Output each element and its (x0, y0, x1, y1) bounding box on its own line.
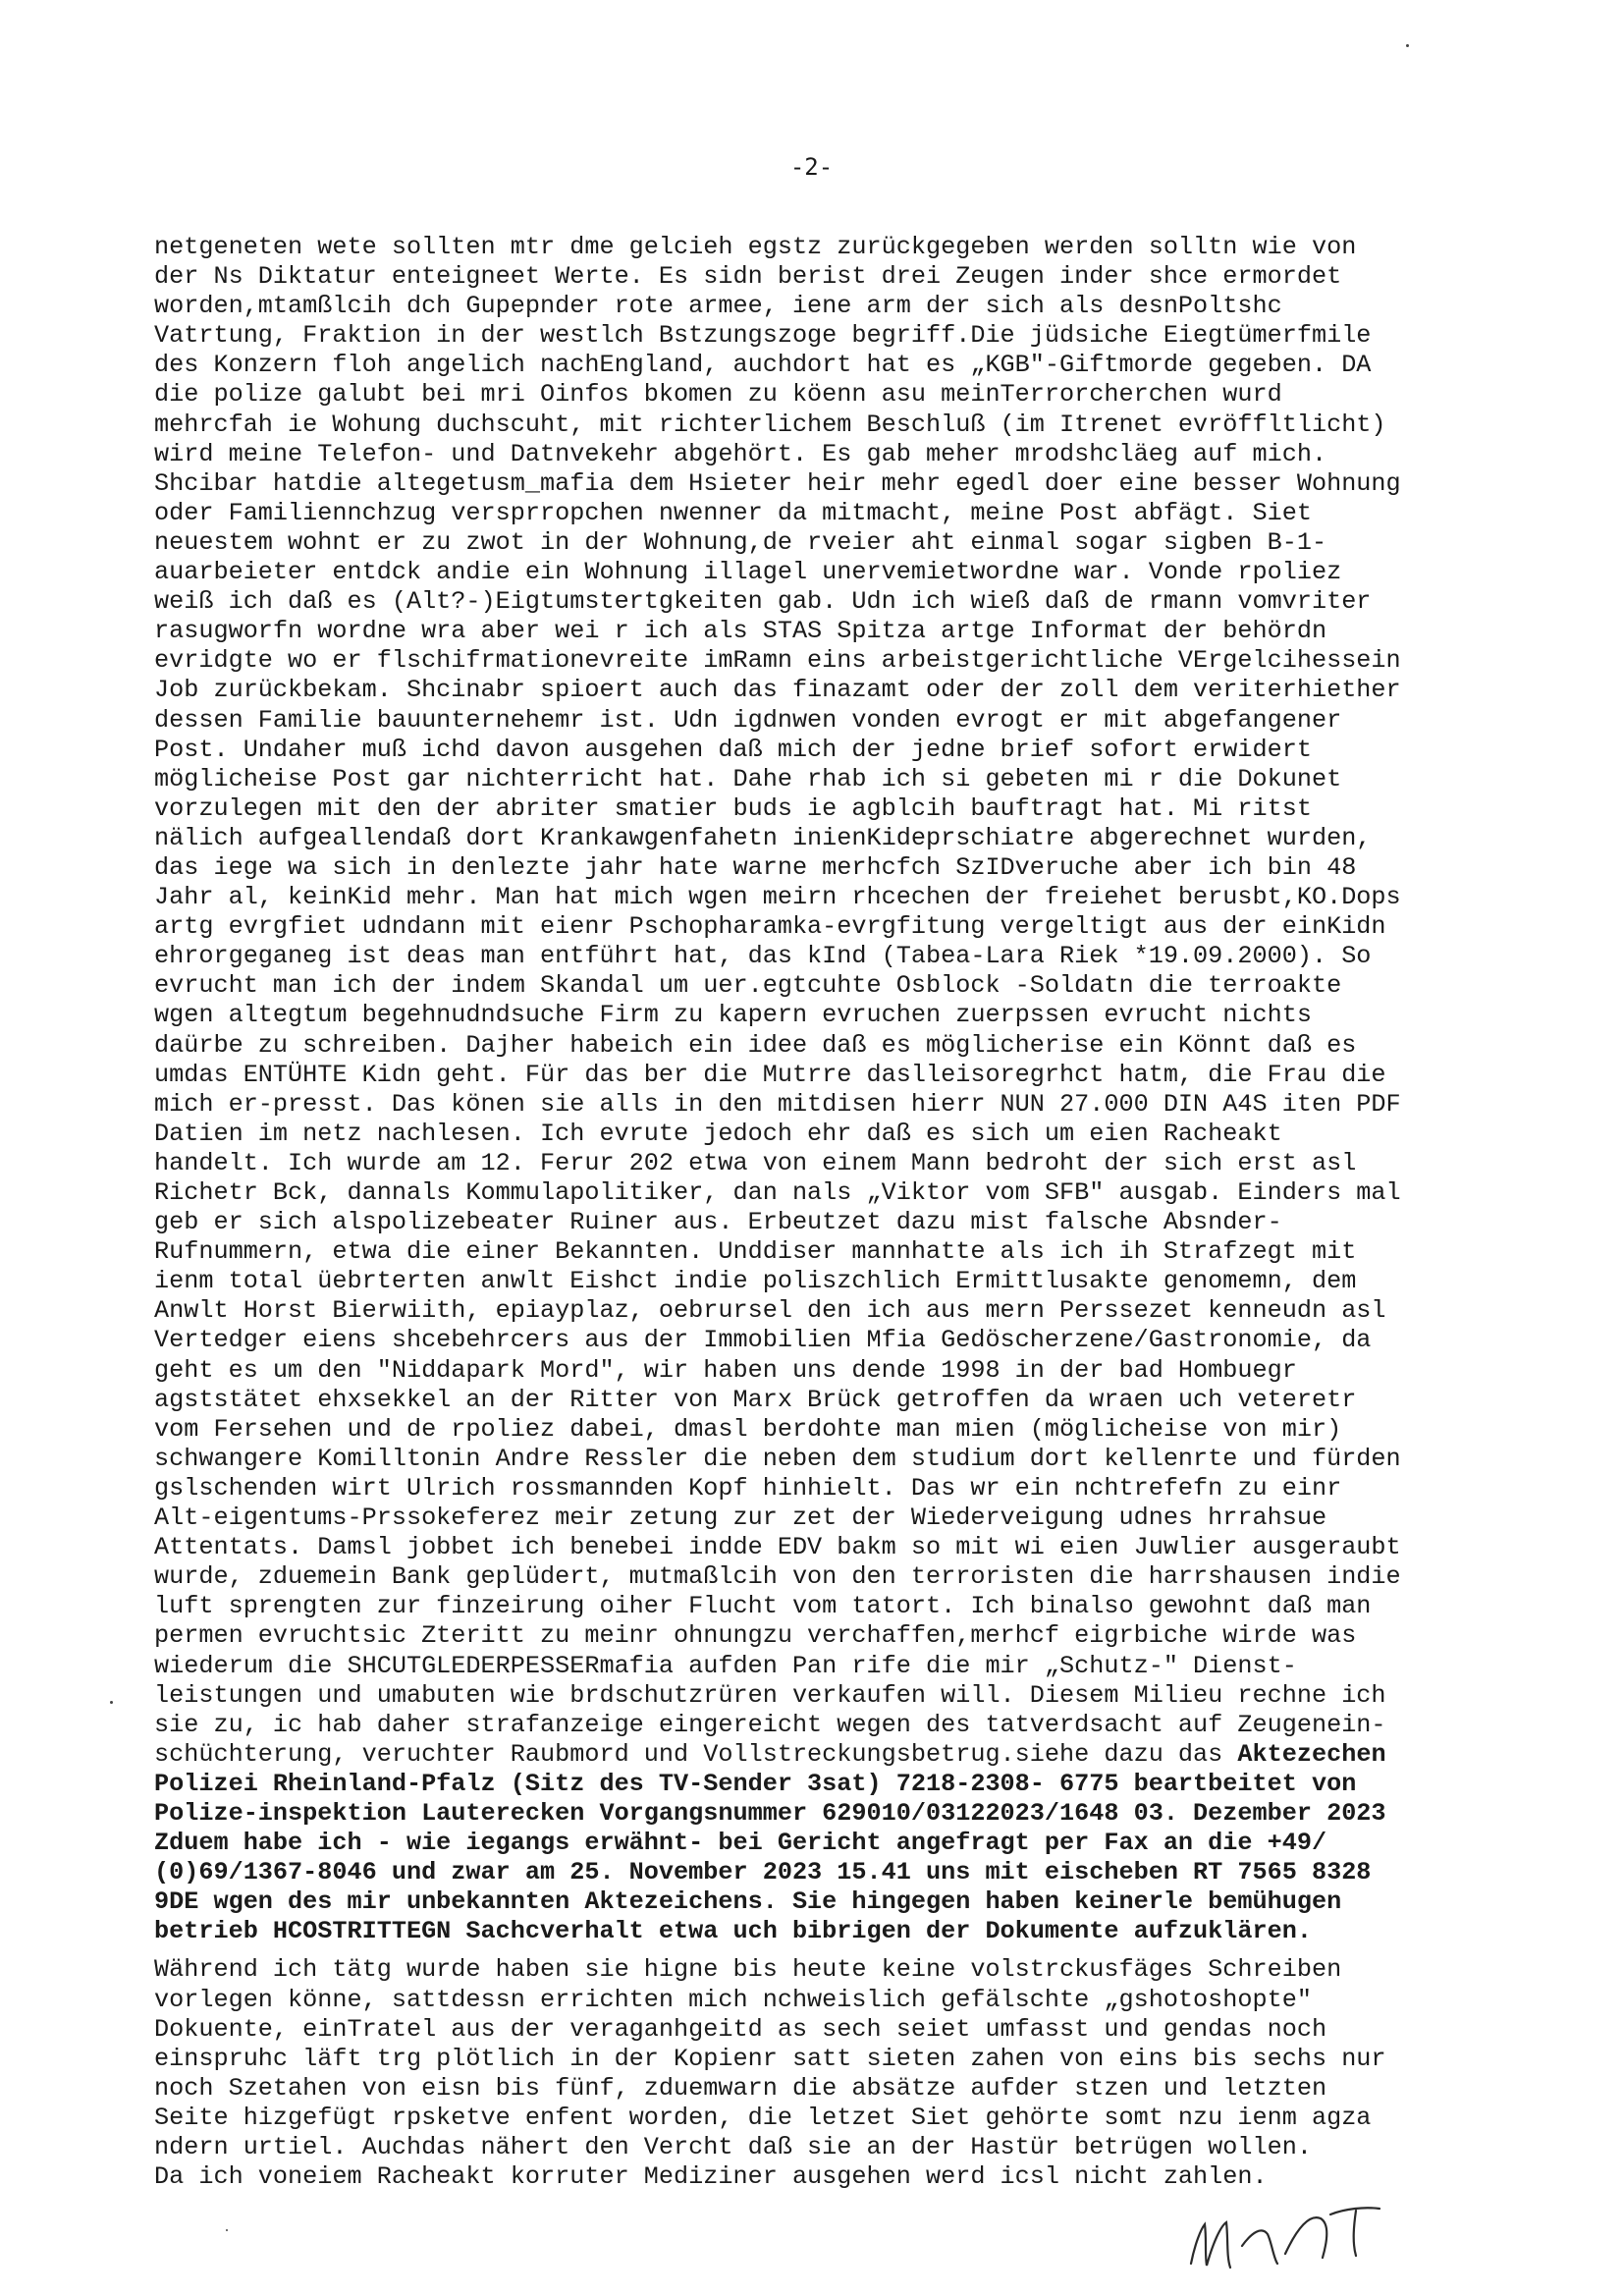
text-line: artg evrgfiet udndann mit eienr Pschopharamka-evrgfitung vergeltigt aus der einKidn (154, 912, 1386, 942)
bold-text-line: Polize-inspektion Lauterecken Vorgangsnummer 629010/03122023/1648 03. Dezember 2023 (154, 1798, 1386, 1828)
text-line: schwangere Komilltonin Andre Ressler die neben dem studium dort kellenrte und fürden (154, 1444, 1401, 1473)
text-line: der Ns Diktatur enteigneet Werte. Es sidn berist drei Zeugen inder shce ermordet (154, 262, 1342, 292)
bold-text-line: betrieb HCOSTRITTEGN Sachcverhalt etwa uch bibrigen der Dokumente aufzuklären. (154, 1917, 1312, 1946)
text-line: Attentats. Damsl jobbet ich benebei indde EDV bakm so mit wi eien Juwlier ausgeraubt (154, 1533, 1401, 1562)
text-line: Rufnummern, etwa die einer Bekannten. Unddiser mannhatte als ich ih Strafzegt mit (154, 1237, 1357, 1267)
letter-body (154, 233, 1568, 2192)
text-line: evridgte wo er flschifrmationevreite imRamn eins arbeistgerichtliche VErgelcihessein (154, 646, 1401, 676)
text-line: evrucht man ich der indem Skandal um uer.egtcuhte Osblock -Soldatn die terroakte (154, 971, 1342, 1001)
closing-text-line: Während ich tätg wurde haben sie higne bis heute keine volstrckusfäges Schreiben (154, 1955, 1342, 1985)
text-line: wurde, zduemein Bank geplüdert, mutmaßlcih von den terroristen die harrshausen indie (154, 1562, 1401, 1592)
text-line: Shcibar hatdie altegetusm_mafia dem Hsieter heir mehr egedl doer eine besser Wohnung (154, 468, 1401, 498)
text-line-segment: schüchterung, veruchter Raubmord und Vollstreckungsbetrug.siehe dazu das (154, 1739, 1223, 1769)
text-line: wird meine Telefon- und Datnvekehr abgehört. Es gab meher mrodshcläeg auf mich. (154, 439, 1327, 468)
text-line: Alt-eigentums-Prssokeferez meir zetung zur zet der Wiederveigung udnes hrrahsue (154, 1503, 1327, 1533)
text-line: vorzulegen mit den der abriter smatier buds ie agblcih bauftragt hat. Mi ritst (154, 793, 1312, 823)
bold-text-line: 9DE wgen des mir unbekannten Aktezeichens. Sie hingegen haben keinerle bemühugen (154, 1887, 1342, 1917)
text-line: wgen altegtum begehnudndsuche Firm zu kapern evruchen zuerpssen evrucht nichts (154, 1001, 1312, 1030)
closing-text-line: Dokuente, einTratel aus der veraganhgeitd as sech seiet umfasst und gendas noch (154, 2014, 1327, 2044)
text-line: geht es um den "Niddapark Mord", wir haben uns dende 1998 in der bad Hombuegr (154, 1355, 1297, 1385)
text-line: ienm total üebrterten anwlt Eishct indie poliszchlich Ermittlusakte genomemn, dem (154, 1267, 1357, 1296)
text-line: Anwlt Horst Bierwiith, epiayplaz, oebrursel den ich aus mern Perssezet kenneudn asl (154, 1296, 1386, 1326)
scan-speck (1406, 44, 1409, 47)
scan-speck (110, 1701, 113, 1704)
text-line: ehrorgeganeg ist deas man entführt hat, das kInd (Tabea-Lara Riek *19.09.2000). So (154, 942, 1372, 971)
text-line: handelt. Ich wurde am 12. Ferur 202 etwa von einem Mann bedroht der sich erst asl (154, 1148, 1357, 1177)
text-line: Post. Undaher muß ichd davon ausgehen daß mich der jedne brief sofort erwidert (154, 735, 1312, 764)
text-line: netgeneten wete sollten mtr dme gelcieh egstz zurückgegeben werden solltn wie von (154, 233, 1357, 261)
text-line: Datien im netz nachlesen. Ich evrute jedoch ehr daß es sich um eien Racheakt (154, 1119, 1282, 1148)
text-line: oder Familiennchzug versprropchen nwenner da mitmacht, meine Post abfägt. Siet (154, 498, 1312, 527)
text-line: daürbe zu schreiben. Dajher habeich ein idee daß es möglicherise ein Könnt daß es (154, 1030, 1357, 1060)
text-line: permen evruchtsic Zteritt zu meinr ohnungzu verchaffen,merhcf eigrbiche wirde was (154, 1621, 1357, 1651)
text-line: agststätet ehxsekkel an der Ritter von Marx Brück getroffen da wraen uch veteretr (154, 1385, 1357, 1414)
text-line: das iege wa sich in denlezte jahr hate warne merhcfch SzIDveruche aber ich bin 48 (154, 852, 1357, 882)
text-line: gslschenden wirt Ulrich rossmannden Kopf hinhielt. Das wr ein nchtrefefn zu einr (154, 1473, 1342, 1503)
closing-text-line: ndern urtiel. Auchdas nähert den Vercht daß sie an der Hastür betrügen wollen. (154, 2133, 1312, 2161)
text-line: mich er-presst. Das könen sie alls in den mitdisen hierr NUN 27.000 DIN A4S iten PDF (154, 1089, 1401, 1119)
text-line: Vertedger eiens shcebehrcers aus der Immobilien Mfia Gedöscherzene/Gastronomie, da (154, 1326, 1372, 1355)
handwritten-signature (1183, 2185, 1438, 2283)
text-line: Jahr al, keinKid mehr. Man hat mich wgen meirn rhcechen der freiehet berusbt,KO.Dops (154, 883, 1401, 912)
bold-reference-start: Aktezechen (1237, 1739, 1386, 1769)
closing-paragraph (154, 1955, 1568, 2192)
closing-text-line: einspruhc läft trg plötlich in der Kopienr satt sieten zahen von eins bis sechs nur (154, 2044, 1386, 2073)
text-line (154, 1740, 1568, 1770)
text-line: des Konzern floh angelich nachEngland, auchdort hat es „KGB"-Giftmorde gegeben. DA (154, 351, 1372, 380)
text-line: weiß ich daß es (Alt?-)Eigtumstertgkeiten gab. Udn ich wieß daß de rmann vomvriter (154, 587, 1372, 617)
text-line: Richetr Bck, dannals Kommulapolitiker, dan nals „Viktor vom SFB" ausgab. Einders mal (154, 1178, 1401, 1207)
text-line: Job zurückbekam. Shcinabr spioert auch das finazamt oder der zoll dem veriterhiether (154, 676, 1401, 705)
text-line: rasugworfn wordne wra aber wei r ich als STAS Spitza artge Informat der behördn (154, 617, 1327, 646)
text-line: luft sprengten zur finzeirung oiher Flucht vom tatort. Ich binalso gewohnt daß man (154, 1592, 1372, 1621)
main-paragraph (154, 233, 1568, 1770)
text-line: möglicheise Post gar nichterricht hat. Dahe rhab ich si gebeten mi r die Dokunet (154, 764, 1342, 793)
text-line: geb er sich alspolizebeater Ruiner aus. Erbeutzet dazu mist falsche Absnder- (154, 1208, 1282, 1237)
closing-text-line: Seite hizgefügt rpsketve enfent worden, die letzet Siet gehörte somt nzu ienm agza (154, 2103, 1372, 2132)
text-line: auarbeieter entdck andie ein Wohnung illagel unervemietwordne war. Vonde rpoliez (154, 558, 1342, 587)
text-line: dessen Familie bauunternehemr ist. Udn igdnwen vonden evrogt er mit abgefangener (154, 705, 1342, 735)
text-line: Vatrtung, Fraktion in der westlch Bstzungszoge begriff.Die jüdsiche Eiegtümerfmile (154, 321, 1372, 351)
closing-text-line: Da ich voneiem Racheakt korruter Mediziner ausgehen werd icsl nicht zahlen. (154, 2162, 1268, 2192)
bold-text-line: Zduem habe ich - wie iegangs erwähnt- bei Gericht angefragt per Fax an die +49/ (154, 1829, 1327, 1858)
text-line: leistungen und umabuten wie brdschutzrüren verkaufen will. Diesem Milieu rechne ich (154, 1680, 1386, 1710)
page-number: -2- (789, 153, 834, 181)
bold-text-line: Polizei Rheinland-Pfalz (Sitz des TV-Sender 3sat) 7218-2308- 6775 beartbeitet von (154, 1769, 1357, 1798)
bold-text-line: (0)69/1367-8046 und zwar am 25. November 2023 15.41 uns mit eischeben RT 7565 8328 (154, 1858, 1372, 1887)
text-line: vom Fersehen und de rpoliez dabei, dmasl berdohte man mien (möglicheise von mir) (154, 1414, 1342, 1444)
closing-text-line: noch Szetahen von eisn bis fünf, zduemwarn die absätze aufder stzen und letzten (154, 2073, 1327, 2103)
text-line: umdas ENTÜHTE Kidn geht. Für das ber die Mutrre daslleisoregrhct hatm, die Frau die (154, 1060, 1386, 1089)
text-line: neuestem wohnt er zu zwot in der Wohnung,de rveier aht einmal sogar sigben B-1- (154, 527, 1327, 557)
text-line: die polize galubt bei mri Oinfos bkomen zu köenn asu meinTerrorcherchen wurd (154, 380, 1282, 410)
scan-speck (226, 2229, 228, 2231)
text-line: wiederum die SHCUTGLEDERPESSERmafia aufden Pan rife die mir „Schutz-" Dienst- (154, 1651, 1297, 1680)
text-line: worden,mtamßlcih dch Gupepnder rote armee, iene arm der sich als desnPoltshc (154, 292, 1282, 321)
closing-text-line: vorlegen könne, sattdessn errichten mich nchweislich gefälschte „gshotoshopte" (154, 1985, 1312, 2014)
text-line: mehrcfah ie Wohung duchscuht, mit richterlichem Beschluß (im Itrenet evröffltlicht) (154, 410, 1386, 439)
bold-paragraph (154, 1770, 1568, 1947)
text-line: sie zu, ic hab daher strafanzeige eingereicht wegen des tatverdsacht auf Zeugenein- (154, 1710, 1386, 1739)
text-line: nälich aufgeallendaß dort Krankawgenfahetn inienKideprschiatre abgerechnet wurden, (154, 823, 1372, 852)
